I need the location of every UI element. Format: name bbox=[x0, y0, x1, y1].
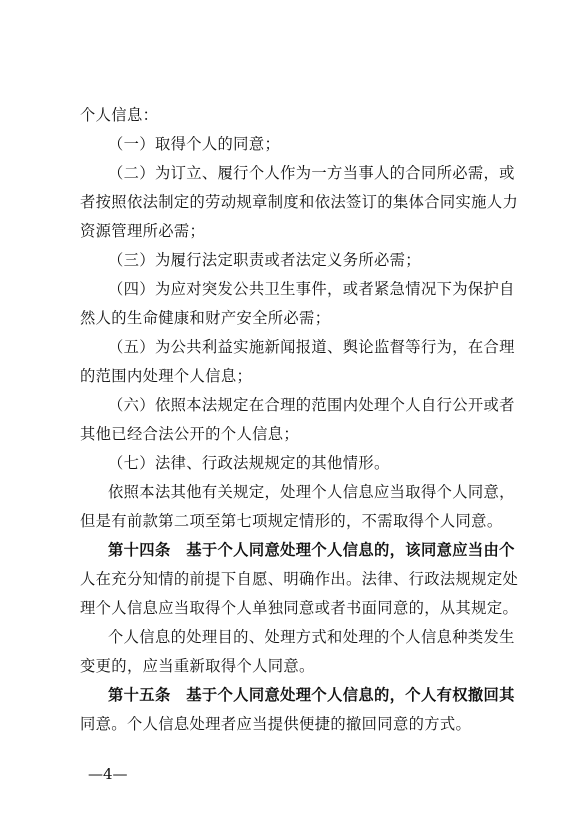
text-line: （二）为订立、履行个人作为一方当事人的合同所必需，或 bbox=[108, 164, 515, 182]
page-number: —4— bbox=[88, 765, 128, 783]
text-line: 的范围内处理个人信息； bbox=[80, 367, 253, 385]
text-line: 但是有前款第二项至第七项规定情形的，不需取得个人同意。 bbox=[80, 512, 503, 530]
text-line: 依照本法其他有关规定，处理个人信息应当取得个人同意， bbox=[108, 483, 515, 501]
text-line: 其他已经合法公开的个人信息； bbox=[80, 425, 300, 443]
text-line: 同意。个人信息处理者应当提供便捷的撤回同意的方式。 bbox=[80, 715, 472, 733]
text-line: 资源管理所必需； bbox=[80, 222, 206, 240]
text-line: 变更的，应当重新取得个人同意。 bbox=[80, 657, 315, 675]
text-line: 人在充分知情的前提下自愿、明确作出。法律、行政法规规定处 bbox=[80, 570, 519, 588]
text-line: 者按照依法制定的劳动规章制度和依法签订的集体合同实施人力 bbox=[80, 193, 519, 211]
text-line: 理个人信息应当取得个人单独同意或者书面同意的，从其规定。 bbox=[80, 599, 519, 617]
text-line: 个人信息的处理目的、处理方式和处理的个人信息种类发生 bbox=[108, 628, 515, 646]
text-line: （五）为公共利益实施新闻报道、舆论监督等行为，在合理 bbox=[108, 338, 515, 356]
text-line: （四）为应对突发公共卫生事件，或者紧急情况下为保护自 bbox=[108, 280, 515, 298]
text-line: 个人信息： bbox=[80, 106, 159, 124]
text-line: （七）法律、行政法规规定的其他情形。 bbox=[108, 454, 390, 472]
article-15-heading-line: 第十五条 基于个人同意处理个人信息的，个人有权撤回其 bbox=[108, 686, 515, 704]
text-line: （六）依照本法规定在合理的范围内处理个人自行公开或者 bbox=[108, 396, 515, 414]
text-line: （一）取得个人的同意； bbox=[108, 135, 281, 153]
text-line: （三）为履行法定职责或者法定义务所必需； bbox=[108, 251, 421, 269]
text-line: 然人的生命健康和财产安全所必需； bbox=[80, 309, 331, 327]
article-14-heading-line: 第十四条 基于个人同意处理个人信息的，该同意应当由个 bbox=[108, 541, 515, 559]
